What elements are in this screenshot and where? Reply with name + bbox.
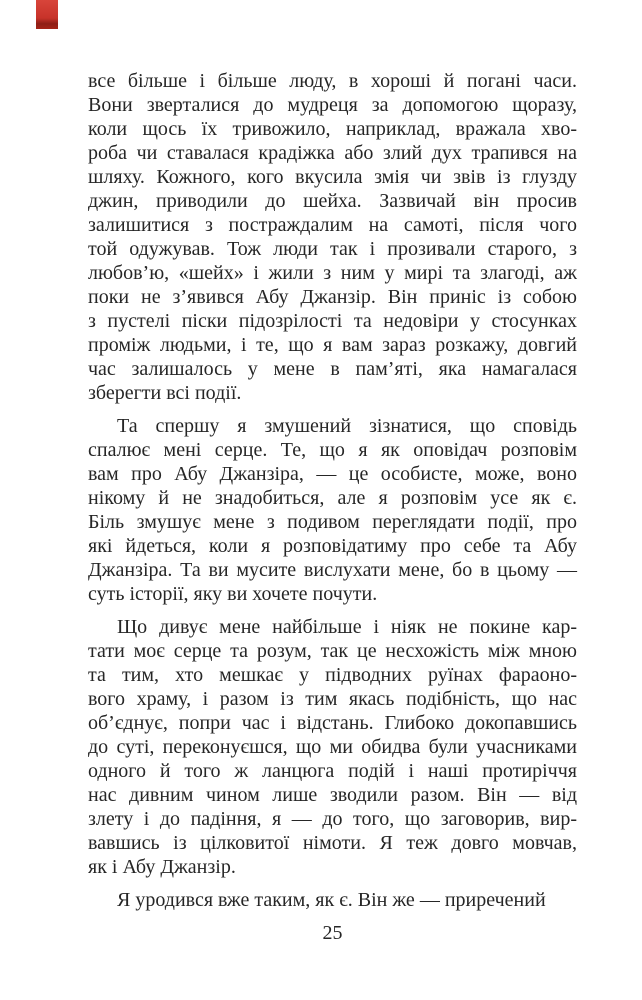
paragraph bbox=[88, 69, 577, 405]
text-line: Що дивує мене найбільше і ніяк не покине кар- bbox=[117, 616, 577, 638]
text-line: Джанзіра. Та ви мусите вислухати мене, бо в цьому — bbox=[88, 559, 577, 581]
text-line: вого храму, і разом із тим якась подібність, що нас bbox=[88, 688, 577, 710]
text-line: проміж людьми, і те, що я вам зараз розкажу, довгий bbox=[88, 334, 577, 356]
text-line: зберегти всі події. bbox=[88, 382, 242, 404]
text-line: одного й того ж ланцюга подій і наші протиріччя bbox=[88, 760, 577, 782]
text-line: суть історії, яку ви хочете почути. bbox=[88, 583, 378, 605]
bookmark-ribbon-icon[interactable] bbox=[36, 0, 58, 29]
paragraph bbox=[88, 888, 577, 912]
text-line: час залишалось у мене в пам’яті, яка намагалася bbox=[88, 358, 577, 380]
text-line: та тим, хто мешкає у підводних руїнах фараоно- bbox=[88, 664, 577, 686]
text-line: той одужував. Тож люди так і прозивали старого, з bbox=[88, 238, 577, 260]
text-line: з пустелі піски підозрілості та недовіри у стосунках bbox=[88, 310, 577, 332]
text-line: тати моє серце та розум, так це несхожість між мною bbox=[88, 640, 577, 662]
text-line: спалює мені серце. Те, що я як оповідач розповім bbox=[88, 439, 577, 461]
text-line: нас дивним чином лише зводили разом. Він — від bbox=[88, 784, 577, 806]
text-line: об’єднує, попри час і відстань. Глибоко докопавшись bbox=[88, 712, 577, 734]
text-line: Біль змушує мене з подивом переглядати події, про bbox=[88, 511, 577, 533]
text-line: Та спершу я змушений зізнатися, що сповідь bbox=[117, 415, 577, 437]
text-line: поки не з’явився Абу Джанзір. Він приніс із собою bbox=[88, 286, 577, 308]
text-line: шляху. Кожного, кого вкусила змія чи звів із глузду bbox=[88, 166, 577, 188]
text-line: злету і до падіння, я — до того, що заговорив, вир- bbox=[88, 808, 577, 830]
text-line: до суті, переконуєшся, що ми обидва були учасниками bbox=[88, 736, 577, 758]
text-line: Вони зверталися до мудреця за допомогою щоразу, bbox=[88, 94, 577, 116]
paragraph bbox=[88, 414, 577, 606]
text-line: як і Абу Джанзір. bbox=[88, 856, 236, 878]
text-line: джин, приводили до шейха. Зазвичай він просив bbox=[88, 190, 577, 212]
text-line: які йдеться, коли я розповідатиму про себе та Абу bbox=[88, 535, 577, 557]
text-line: роба чи ставалася крадіжка або злий дух трапився на bbox=[88, 142, 577, 164]
text-line: залишитися з постраждалим на самоті, після чого bbox=[88, 214, 577, 236]
text-line: коли щось їх тривожило, наприклад, вражала хво- bbox=[88, 118, 577, 140]
text-line: все більше і більше люду, в хороші й погані часи. bbox=[88, 70, 577, 92]
text-line: вавшись із цілковитої німоти. Я теж довго мовчав, bbox=[88, 832, 577, 854]
text-line: любов’ю, «шейх» і жили з ним у мирі та злагоді, аж bbox=[88, 262, 577, 284]
page-text bbox=[88, 69, 577, 912]
page-number: 25 bbox=[322, 922, 343, 944]
text-line: Я уродився вже таким, як є. Він же — приречений bbox=[117, 889, 546, 911]
text-line: вам про Абу Джанзіра, — це особисте, може, воно bbox=[88, 463, 577, 485]
paragraph bbox=[88, 615, 577, 879]
text-line: нікому й не знадобиться, але я розповім усе як є. bbox=[88, 487, 577, 509]
